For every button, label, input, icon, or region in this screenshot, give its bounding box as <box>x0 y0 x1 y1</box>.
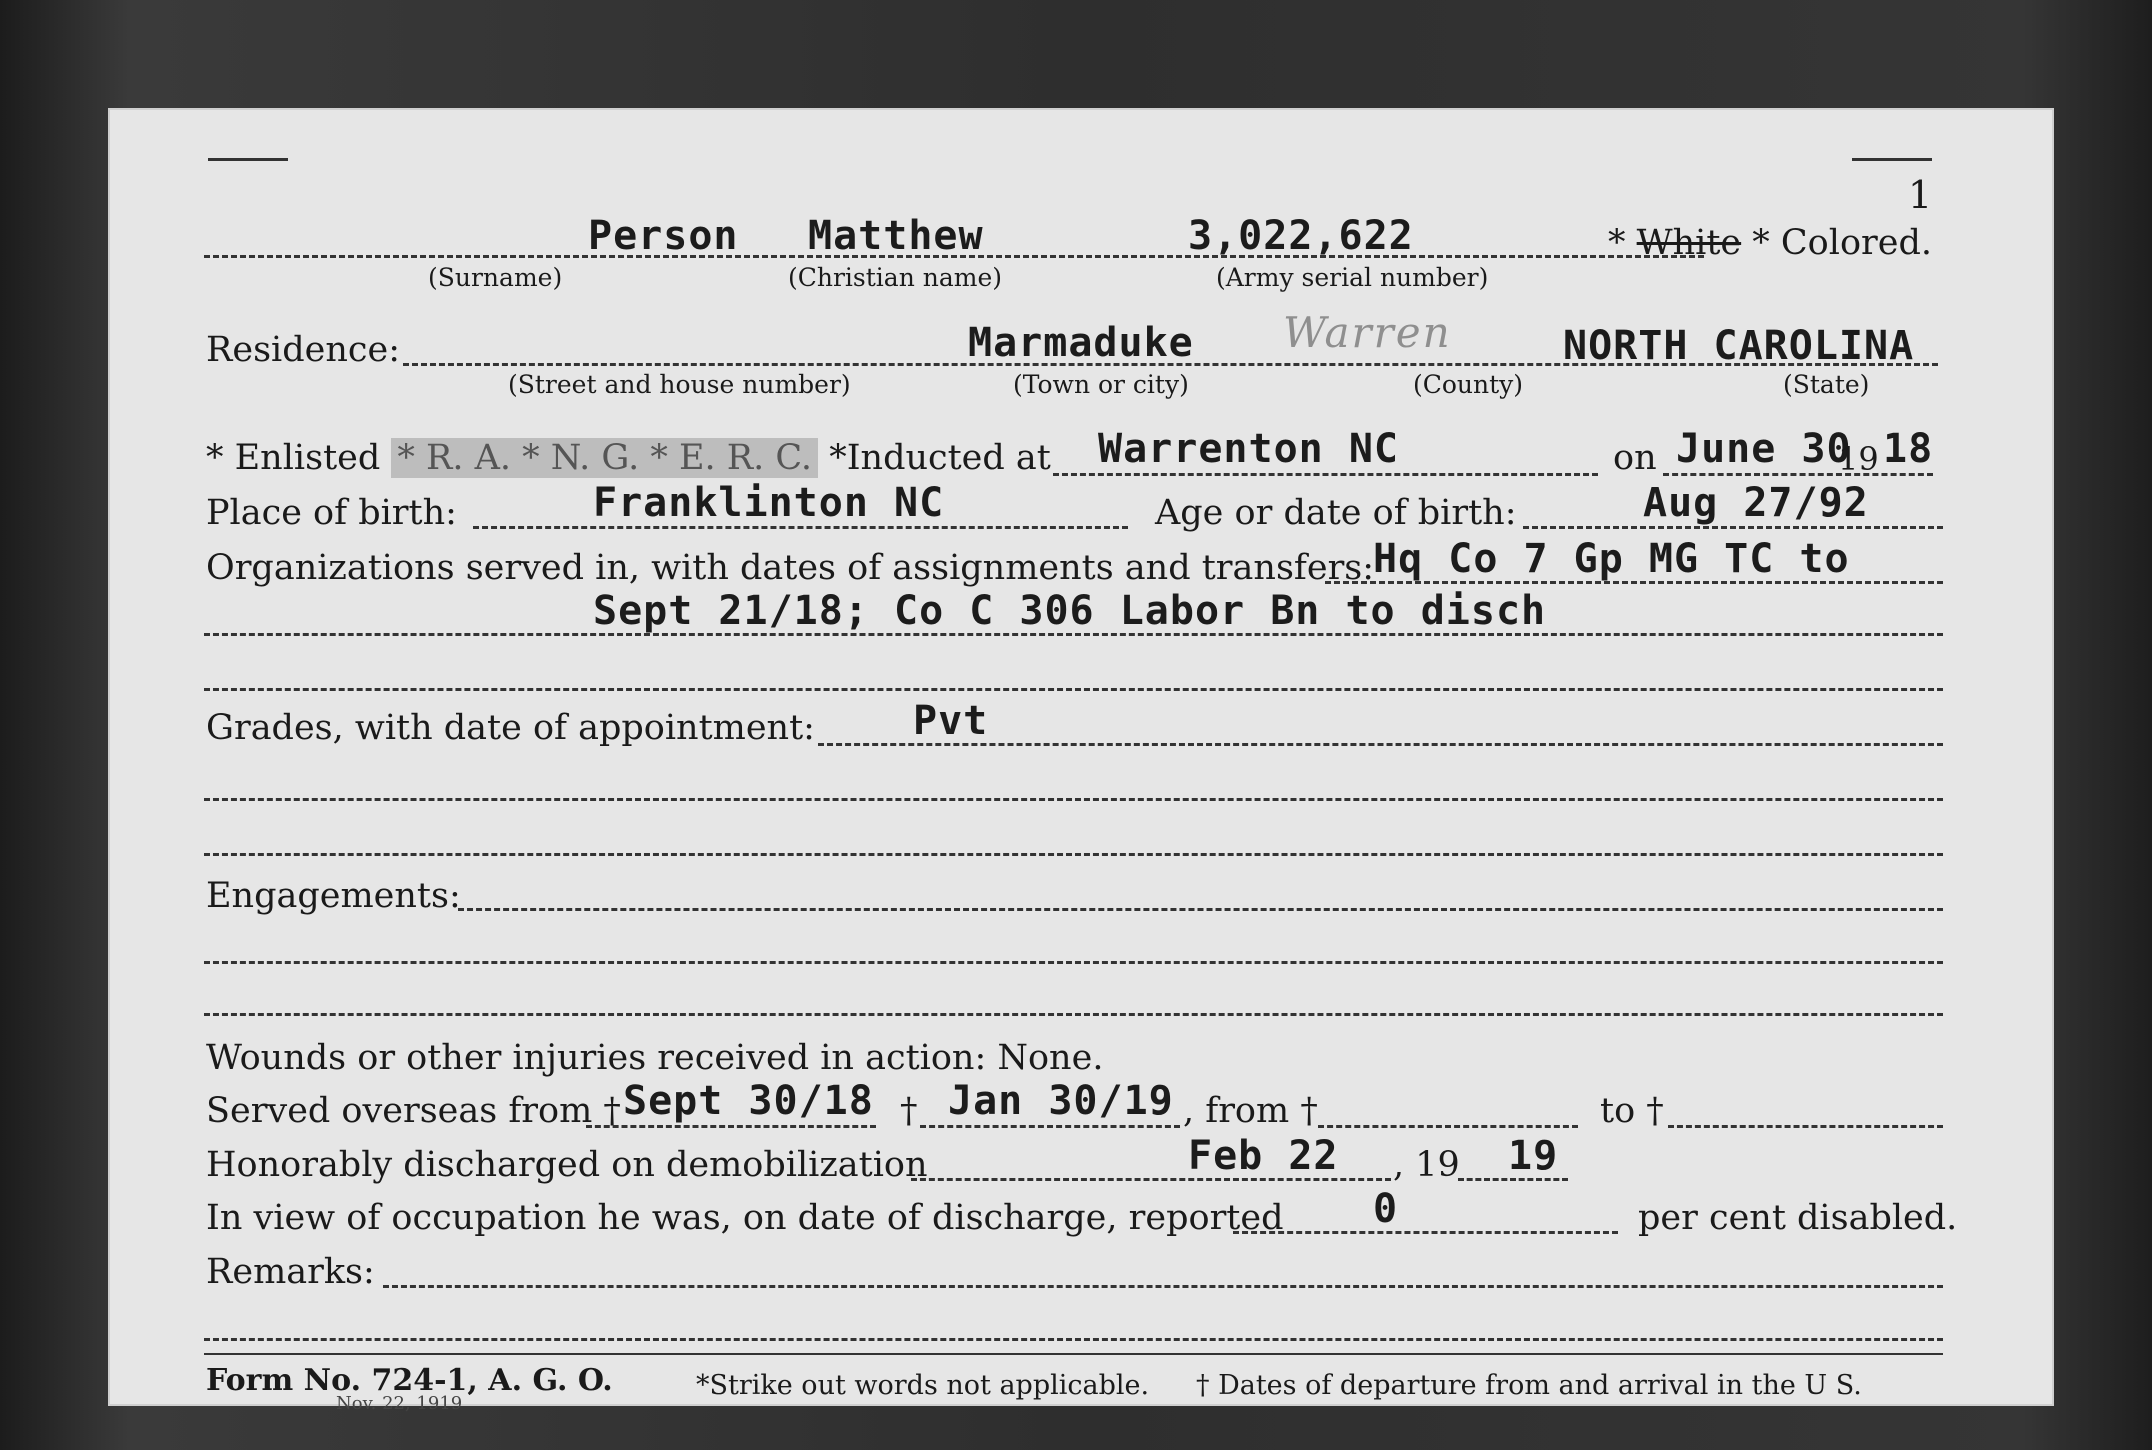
induction-date-line <box>1663 473 1933 476</box>
top-right-rule <box>1852 158 1932 161</box>
serial-caption: (Army serial number) <box>1216 263 1489 292</box>
surname-value: Person <box>588 213 739 259</box>
enlisted-block <box>206 438 1051 478</box>
overseas-from-label-2: , from † <box>1183 1091 1318 1131</box>
service-record-card <box>108 108 2054 1414</box>
overseas-line-4 <box>1668 1125 1943 1128</box>
county-caption: (County) <box>1413 370 1524 399</box>
christian-name-caption: (Christian name) <box>788 263 1003 292</box>
engagements-label: Engagements: <box>206 876 461 916</box>
race-prefix: * <box>1608 223 1626 263</box>
form-date: Nov. 22, 1919 <box>336 1393 463 1414</box>
grades-line-2 <box>204 798 1943 801</box>
disability-value: 0 <box>1373 1186 1399 1232</box>
wounds-label: Wounds or other injuries received in action: None. <box>206 1038 1104 1078</box>
bottom-rule <box>204 1353 1943 1355</box>
overseas-from-value: Sept 30/18 <box>623 1078 874 1124</box>
residence-town: Marmaduke <box>968 320 1194 366</box>
remarks-line-2 <box>204 1338 1943 1341</box>
overseas-line-1 <box>586 1125 876 1128</box>
footnote-dates: † Dates of departure from and arrival in the U S. <box>1196 1370 1862 1401</box>
organizations-value-1: Hq Co 7 Gp MG TC to <box>1373 536 1850 582</box>
discharge-date: Feb 22 <box>1188 1133 1339 1179</box>
inducted-label: *Inducted at <box>829 438 1051 478</box>
disability-label: In view of occupation he was, on date of discharge, reported <box>206 1198 1284 1238</box>
serial-number-value: 3,022,622 <box>1188 213 1414 259</box>
race-colored: * Colored. <box>1752 223 1932 263</box>
overseas-label: Served overseas from † <box>206 1091 621 1131</box>
remarks-label: Remarks: <box>206 1252 375 1292</box>
race-line <box>1608 223 1932 263</box>
place-of-birth-value: Franklinton NC <box>593 480 945 526</box>
state-caption: (State) <box>1783 370 1870 399</box>
enlisted-prefix: * Enlisted <box>206 438 381 478</box>
footnote-strike: *Strike out words not applicable. <box>696 1370 1150 1401</box>
overseas-to-label-2: to † <box>1600 1091 1664 1131</box>
grades-value: Pvt <box>913 698 989 744</box>
date-of-birth-label: Age or date of birth: <box>1155 493 1517 533</box>
christian-name-value: Matthew <box>808 213 984 259</box>
induction-year-prefix: 19 <box>1838 440 1879 478</box>
inducted-place: Warrenton NC <box>1098 426 1399 472</box>
residence-state: NORTH CAROLINA <box>1563 323 1915 369</box>
organizations-line-3 <box>204 688 1943 691</box>
disability-suffix: per cent disabled. <box>1638 1198 1958 1238</box>
town-caption: (Town or city) <box>1013 370 1189 399</box>
grades-line-3 <box>204 853 1943 856</box>
engagements-line-3 <box>204 1013 1943 1016</box>
place-of-birth-line <box>473 526 1128 529</box>
discharge-label: Honorably discharged on demobilization <box>206 1145 928 1185</box>
form-number-text: Form No. 724-1, A. G. O. <box>206 1363 613 1398</box>
residence-label: Residence: <box>206 330 400 370</box>
grades-label: Grades, with date of appointment: <box>206 708 815 748</box>
discharge-year-prefix: , 19 <box>1393 1145 1460 1185</box>
page-number: 1 <box>1908 173 1933 217</box>
organizations-value-2: Sept 21/18; Co C 306 Labor Bn to disch <box>593 588 1547 634</box>
overseas-dagger: † <box>900 1091 918 1131</box>
overseas-line-2 <box>920 1125 1180 1128</box>
overseas-line-3 <box>1318 1125 1578 1128</box>
street-caption: (Street and house number) <box>508 370 851 399</box>
enlisted-options-struck: * R. A. * N. G. * E. R. C. <box>391 438 818 478</box>
induction-year: 18 <box>1883 426 1934 472</box>
date-of-birth-value: Aug 27/92 <box>1643 480 1869 526</box>
disability-line <box>1233 1231 1618 1234</box>
discharge-year: 19 <box>1508 1133 1559 1179</box>
inducted-line <box>1053 473 1598 476</box>
race-white: White <box>1636 223 1742 263</box>
top-left-rule <box>208 158 288 161</box>
date-of-birth-line <box>1523 526 1943 529</box>
surname-caption: (Surname) <box>428 263 563 292</box>
residence-county: Warren <box>1283 308 1452 357</box>
on-label: on <box>1613 438 1657 478</box>
engagements-line-2 <box>204 961 1943 964</box>
place-of-birth-label: Place of birth: <box>206 493 457 533</box>
organizations-label: Organizations served in, with dates of assignments and transfers: <box>206 548 1375 588</box>
remarks-line-1 <box>383 1285 1943 1288</box>
engagements-line-1 <box>458 908 1943 911</box>
overseas-to-value: Jan 30/19 <box>948 1078 1174 1124</box>
induction-date: June 30 <box>1676 426 1852 472</box>
